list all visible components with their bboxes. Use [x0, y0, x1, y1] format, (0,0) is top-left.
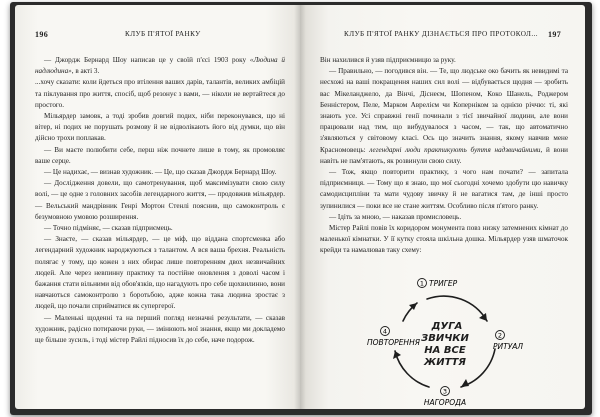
step-4-label: ПОВТОРЕННЯ [367, 338, 420, 347]
paragraph: Мільярдер замовк, а тоді зробив довгий подих, ніби переконувався, що ні вітер, ні подих не порушать розмову й не відволікають його від думки, що він дійсно трохи поплакав. [35, 112, 285, 143]
emphasis-text: легендарні люди практикують буття надзвичайними [369, 145, 541, 154]
step-2-label: РИТУАЛ [493, 342, 524, 351]
paragraph: — Ви маєте полюбити себе, перш ніж почнете лише в тому, як промовляє ваше серце. [35, 145, 285, 165]
left-page-number: 196 [35, 30, 49, 39]
step-3-label: НАГОРОДА [423, 398, 467, 407]
paragraph: — Маленькі щоденні та на перший погляд незначні результати, — сказав художник, радісно потираючи руки, — змінюють мої знання, якщо ми докладемо ще більше зусиль, і тоді містер Райлі підносив їх до себе, наче подорож. [35, 313, 285, 345]
arc-top-right [427, 296, 487, 321]
step-4-number: 4 [382, 327, 388, 336]
left-page [15, 5, 300, 409]
arrow-head-icon [461, 379, 469, 387]
paragraph: — Ідіть за мною, — наказав промисловець. [329, 212, 462, 221]
paragraph: — Точно підміняє, — сказав підприємець. [44, 224, 173, 233]
step-3-number: 3 [442, 387, 448, 396]
center-line-2: ЗВИЧКИ [421, 333, 469, 344]
center-line-3: НА ВСЕ [424, 345, 466, 356]
paragraph: — Джордж Бернард Шоу написав це у своїй п'єсі 1903 року «Людина й надлюдина», в акті 3. [35, 56, 286, 76]
paragraph: — Дослідження довели, що самотренування, щоб максимізувати свою силу волі, — це одне з головних засобів легендарного життя, — продовжив мільярдер. — Вельський мандрівник Генрі Мортон Стенлі пояснив, що самоконтроль є безумовною умовою розширення. [35, 179, 285, 221]
left-header [35, 30, 48, 39]
center-line-1: ДУГА [431, 321, 463, 332]
paragraph: — Тож, якщо повторити практику, з чого нам почати? — запитала підприємниця. — Тому що я знаю, що мої сьогодні хочемо здобути цю навичку самодисципліни та мати чудову звичку й не вагатися там, де інші просто зупинилися — поки все не стане життям. Особливо після п'ятого ранку. [320, 168, 568, 210]
right-running-head: КЛУБ П'ЯТОЇ РАНКУ ДІЗНАЄТЬСЯ ПРО ПРОТОКОЛ... [344, 30, 538, 38]
paragraph: — Правильно, — погодився він. — Те, що людське око бачить як невидимі та несхожі на ваші покращення наших сил волі — відбувається щодня — зробить вас Мікеланджело, да Вінчі, Діснеєм, Шопеном, Коко Шанель, Роджером Бенністером, Пеле, Марком Аврелієм чи Коперніком за однією річчю: ті, які знають усе. Усі справжні генії починали з тієї звичайної людини, але вони працювали над тим, що вибудувалося з часом, — так, що автоматично з'являються у світовому класі. Ось що значить знання, якому навчив мене Красномовець: легендарні люди практикують буття надзвичайними, й вони навіть не пам'ятають, як розвинули свою силу. [320, 67, 568, 165]
paragraph: — Знаєте, — сказав мільярдер, — це міф, що віддана спортсменка або легендарний художник народжуються з талантом. А вся ваша брехня. Реальність полягає у тому, що кожен з них обирає лише повторенням двох незвичайних людей. Але через невпинну практику та постійне оновлення з доволі часом і бажання стати вільними від обов'язків, що нагадують про себе щохвилинно, вони навчаються самоконтролю з боротьбою, адже кожна така людина зростає з людей, що почали сприйматися як супергерої. [35, 235, 285, 311]
paragraph: Він нахилився й узяв підприємницю за руку. [320, 56, 456, 64]
book-gutter [294, 5, 306, 409]
right-body-text [320, 55, 568, 265]
right-header [548, 30, 561, 39]
habit-loop-diagram [365, 269, 525, 409]
step-1-number: 1 [419, 279, 425, 288]
right-page [300, 5, 585, 409]
right-page-number: 197 [548, 30, 562, 39]
emphasis-text: «Людина й надлюдина» [35, 56, 286, 76]
step-1-label: ТРИГЕР [429, 279, 458, 288]
step-2-number: 2 [497, 331, 503, 340]
center-line-4: ЖИТТЯ [424, 357, 466, 368]
left-body-text [35, 55, 285, 346]
paragraph: Містер Райлі повів їх коридором монумента повз низку затемнених кімнат до маленької кімнатки. У її кутку стояла шкільна дошка. Мільярдер узяв шматочок крейди та намалював таку схему: [320, 224, 568, 255]
paragraph: — Це надихає, — визнав художник. — Це, що сказав Джордж Бернард Шоу. [44, 168, 277, 177]
left-running-head: КЛУБ П'ЯТОЇ РАНКУ [125, 30, 201, 38]
paragraph: ...хочу сказати: коли йдеться про втілення ваших дарів, талантів, великих амбіцій та піклування про життя, спосіб, щоб резонує з вами, — ніколи не вертайтеся до простого. [35, 78, 285, 109]
